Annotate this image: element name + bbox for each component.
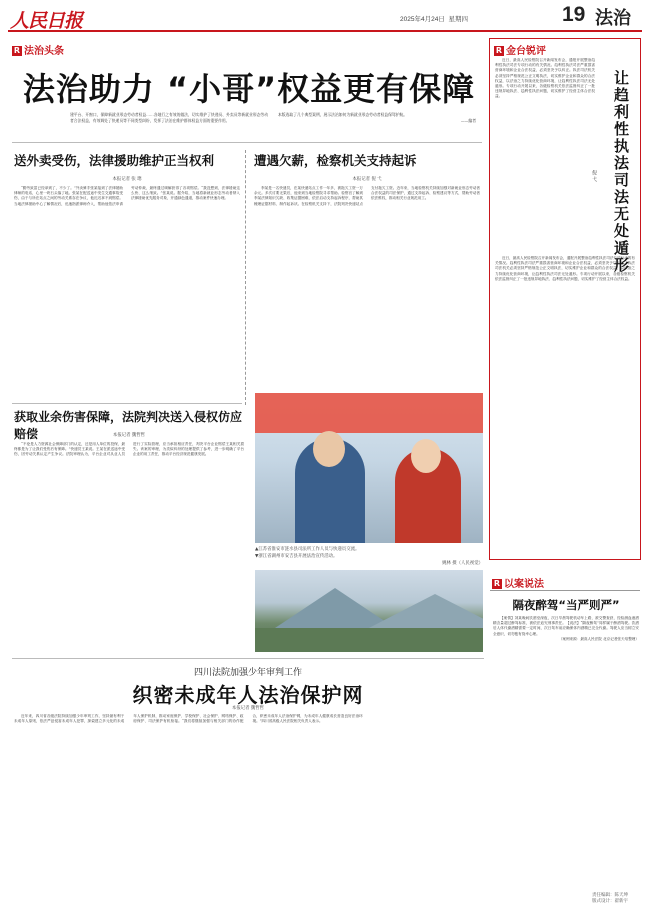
commentary-body-top [495, 58, 595, 250]
sub1-title: 送外卖受伤，法律援助维护正当权利 [14, 153, 215, 168]
sub1-body [14, 186, 240, 400]
law-talk-tag [492, 575, 544, 590]
bottom-rule [12, 658, 484, 659]
sub1-paragraph: “勤劳致富已经拿到了，不少了。”外卖骑手张某接到了法律援助律师的电话，心里一块石头落了地。张某在配送途中发生交通事故受伤，由于与所在站点之间的劳动关系存在争议，他迟迟拿不到赔偿。当地法律援助中心了解情况后，迅速指派律师介入，帮助他依法申请劳动仲裁，最终通过调解获得了各项赔偿。“我没想到，法律援助这么快、这么细致。”张某说。据介绍，当地将新就业形态劳动者纳入法律援助优先服务对象，开通绿色通道，推动案件快速办理。 [14, 186, 240, 206]
sub2-author: 本报记者 倪 弋 [352, 177, 382, 182]
bottom-author: 本报记者 魏哲哲 [231, 706, 265, 711]
lead-intro-right-text: 本版选取了几个典型案例，展示法治如何为新就业形态劳动者权益保驾护航。 [278, 112, 408, 117]
page-number: 19 [562, 3, 586, 26]
law-talk-body [493, 616, 639, 874]
lead-intro-rule [12, 142, 482, 143]
bottom-body [14, 714, 482, 910]
law-talk-rule [490, 590, 640, 591]
sub2-body [254, 186, 480, 391]
lead-headline: 法治助力 “小哥”权益更有保障 [22, 70, 476, 108]
lead-intro-left: 建平台、开窗口，保障新就业形态劳动者权益……各地行之有效的做法，切实维护了快递员、外卖员等新就业形态劳动者合法权益，有效调处了快递员等不同类型纠纷，发挥了法治在维护群体权益方面的重要作用。 [70, 112, 268, 123]
masthead-logo: 人民日报 [10, 10, 83, 32]
footer-editor: 责任编辑：陈天坤 [592, 893, 628, 898]
sub2-title: 遭遇欠薪，检察机关支持起诉 [254, 153, 417, 168]
commentary-body-bottom [495, 256, 635, 556]
lead-section-tag [12, 42, 64, 57]
tag-mark-icon: R [13, 46, 21, 55]
law-talk-title: 隔夜醉驾“当严则严” [512, 598, 620, 612]
commentary-tag-label: 金台锐评 [506, 46, 546, 57]
footer-design: 版式设计：翟新宇 [592, 899, 628, 904]
sub-rule [12, 403, 242, 404]
commentary-author: 倪 弋 [591, 170, 597, 182]
law-talk-source: （案例来源：最高人民法院 北京记者张天培整理） [558, 636, 639, 641]
commentary-title: 让趋利性执法司法无处遁形 [612, 70, 630, 274]
bottom-title: 织密未成年人法治保护网 [132, 683, 364, 707]
photo-banner-shape [255, 393, 483, 433]
photo-caption-2: ▼浙江省湖州市安吉县开展法治宣传活动。 [255, 554, 338, 559]
photo-face-right-shape [411, 439, 441, 473]
photo-landscape [255, 570, 483, 652]
lead-tag-label: 法治头条 [24, 46, 64, 57]
photo-mountain2-shape [365, 594, 483, 630]
lead-intro-right [278, 112, 476, 124]
bottom-kicker: 四川法院加强少年审判工作 [193, 668, 302, 678]
photo-village-shape [255, 628, 483, 652]
masthead-rule [8, 30, 642, 32]
sub1-author: 本报记者 张 璁 [112, 177, 142, 182]
section-name: 法治 [595, 8, 631, 29]
sub3-title: 获取业余伤害保障，法院判决送入侵权仿应赔偿 [14, 410, 243, 441]
commentary-tag [494, 42, 546, 57]
lead-intro-editor: ——编者 [460, 117, 476, 123]
weekday-text: 星期四 [448, 16, 468, 23]
commentary-paragraph-2: 近日，最高人民检察院召开新闻发布会，通报开展整治趋利性执法司法专项行动的有关情况。趋利性执法司法严重损害营商环境和企业合法权益，必须坚决予以纠正。执法司法机关必须坚持严格规范公正文明执法，切实维护企业和群众的合法权益，以法治之力持续优化营商环境，让趋利性执法司法无处遁形。专项行动开展以来，各级检察机关依法监督纠正了一批违规异地执法、趋利性执法问题，切实维护了经营主体合法权益。 [495, 256, 635, 281]
sub3-body [14, 442, 244, 652]
law-talk-tag-icon: R [493, 579, 501, 588]
photo-caption-1: ▲江苏省淮安市涟水县司法所工作人员与快递员交流。 [255, 547, 360, 552]
sub2-paragraph: 李某是一名快递员，在某快递站点工作一年多，被拖欠工资一万余元。多次讨要无果后，他来到当地检察院寻求帮助。检察官了解到李某法律知识欠缺、收集证据困难，依法启动支持起诉程序，帮助其梳理证据材料、制作起诉状。在检察机关支持下，法院判决快递站点支付拖欠工资。近年来，当地检察机关持续加强对新就业形态劳动者合法权益的司法保护，通过支持起诉、检察建议等方式，帮助劳动者依法维权，推动相关行业规范用工。 [254, 186, 480, 206]
sub3-author: 本报记者 魏哲哲 [112, 433, 146, 438]
issue-date [400, 14, 468, 23]
photo-face-left-shape [313, 431, 345, 467]
commentary-tag-icon: R [495, 46, 503, 55]
date-text: 2025年4月24日 [400, 16, 445, 23]
photo-couriers [255, 393, 483, 543]
sub3-paragraph: “不论是人力资源社会保障部门的认定，还是用人单位的投保，最终都是为了让我们受伤后有保障。”快递员王某说。王某在派送途中受伤，因劳动关系认定产生争议。法院审理认为，平台企业对从业人员进行了实际管理，应当承担相应责任，判决平台企业赔偿王某相关损失。该案的审理，为类似纠纷的处理提供了参考，进一步明确了平台企业的用工责任，推动平台经济规范健康发展。 [14, 442, 244, 457]
footer-credits [592, 893, 628, 905]
commentary-paragraph: 近日，最高人民检察院召开新闻发布会，通报开展整治趋利性执法司法专项行动的有关情况。趋利性执法司法严重损害营商环境和企业合法权益，必须坚决予以纠正。执法司法机关必须坚持严格规范公正文明执法，切实维护企业和群众的合法权益，以法治之力持续优化营商环境，让趋利性执法司法无处遁形。专项行动开展以来，各级检察机关依法监督纠正了一批违规异地执法、趋利性执法问题，切实维护了经营主体合法权益。 [495, 58, 595, 99]
col-divider-1 [245, 150, 246, 405]
bottom-paragraph: 近年来，四川省各级法院持续加强少年审判工作，坚持最有利于未成年人原则，依法严惩侵害未成年人犯罪，探索建立多元化的未成年人保护机制，推动家庭保护、学校保护、社会保护、网络保护、政府保护、司法保护有机衔接。“我们将继续加强与相关部门的协作配合，织密未成年人法治保护网，为未成年人健康成长营造良好法治环境。”四川省高级人民法院相关负责人表示。 [14, 714, 363, 724]
photo-credit: 姚林 摄（人民视觉） [442, 561, 483, 566]
law-talk-paragraph: 【案情】刘某晚间饮酒至深夜，次日早晨驾驶机动车上路，被交警查获，经检测血液酒精含量超过醉驾标准，被依法追究刑事责任。【说法】“隔夜醉驾”同样属于醉酒驾驶。饮酒后人体代谢酒精需要一定时间，次日驾车前应确保体内酒精已完全代谢。驾驶人应当树立安全意识，切勿抱有侥幸心理。 [493, 616, 639, 636]
law-talk-tag-label: 以案说法 [504, 579, 544, 590]
